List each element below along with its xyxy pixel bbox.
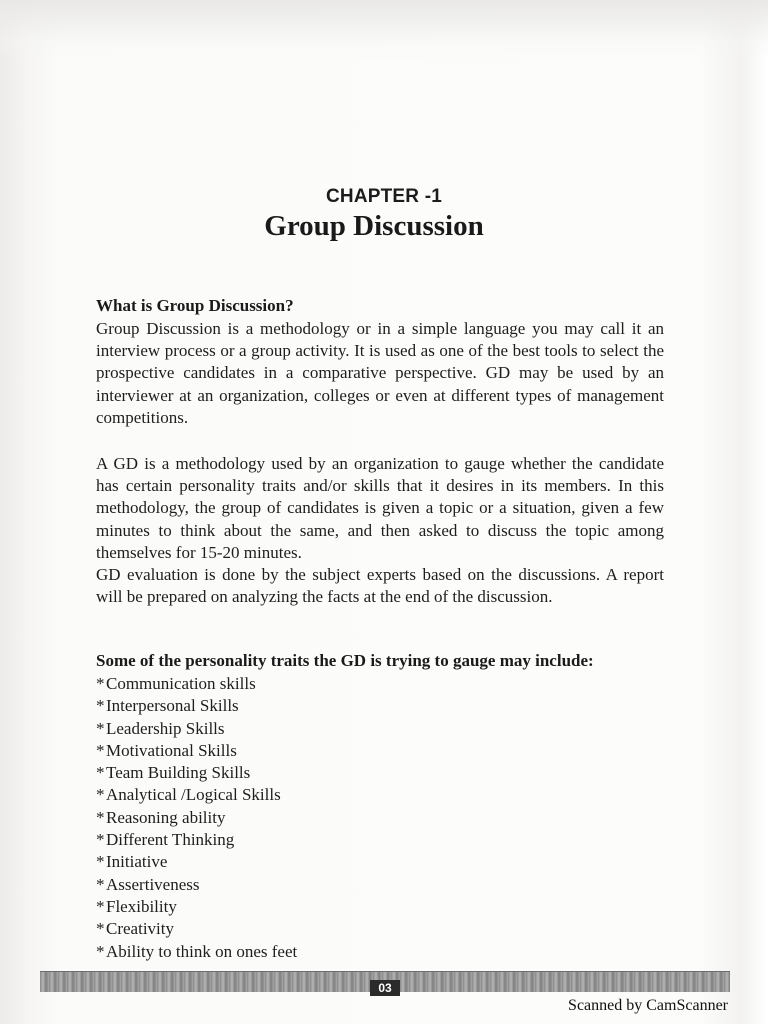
page-number: 03 (370, 980, 400, 996)
scanner-watermark: Scanned by CamScanner (568, 997, 728, 1014)
paragraph-methodology: A GD is a methodology used by an organization to gauge whether the candidate has certain personality traits and/or skills that it desires in its members. In this methodology, the group of candidates is given a topic or a situation, given a few minutes to think about the same, and then asked to discuss the topic among themselves for 15-20 minutes. (96, 454, 664, 562)
list-item: *Reasoning ability (96, 807, 226, 827)
paragraph-definition: Group Discussion is a methodology or in a simple language you may call it an interview process or a group activity. It is used as one of the best tools to select the prospective candidates in a comparative perspective. GD may be used by an interviewer at an organization, colleges or even at different types of management competitions. (96, 319, 664, 427)
list-item: *Creativity (96, 919, 174, 939)
chapter-title: Group Discussion (264, 210, 484, 242)
list-item: *Ability to think on ones feet (96, 941, 298, 961)
list-item: *Flexibility (96, 896, 177, 916)
section-heading-traits: Some of the personality traits the GD is trying to gauge may include: (96, 651, 594, 670)
list-item: *Initiative (96, 852, 168, 872)
list-item: *Leadership Skills (96, 718, 225, 738)
list-item: *Team Building Skills (96, 763, 251, 783)
paragraph-evaluation: GD evaluation is done by the subject experts based on the discussions. A report will be prepared on analyzing the facts at the end of the discussion. (96, 565, 664, 607)
list-item: *Analytical /Logical Skills (96, 785, 281, 805)
scan-shadow (0, 0, 768, 60)
section-what-is-gd-body (96, 318, 664, 429)
list-item: *Interpersonal Skills (96, 696, 239, 716)
section-methodology-body (96, 453, 664, 608)
chapter-label: CHAPTER -1 (325, 186, 442, 207)
list-item: *Motivational Skills (96, 740, 237, 760)
section-heading-what-is-gd: What is Group Discussion? (96, 296, 294, 315)
list-item: *Communication skills (96, 674, 256, 693)
list-item: *Assertiveness (96, 874, 200, 894)
traits-list (96, 673, 297, 963)
list-item: *Different Thinking (96, 830, 235, 850)
